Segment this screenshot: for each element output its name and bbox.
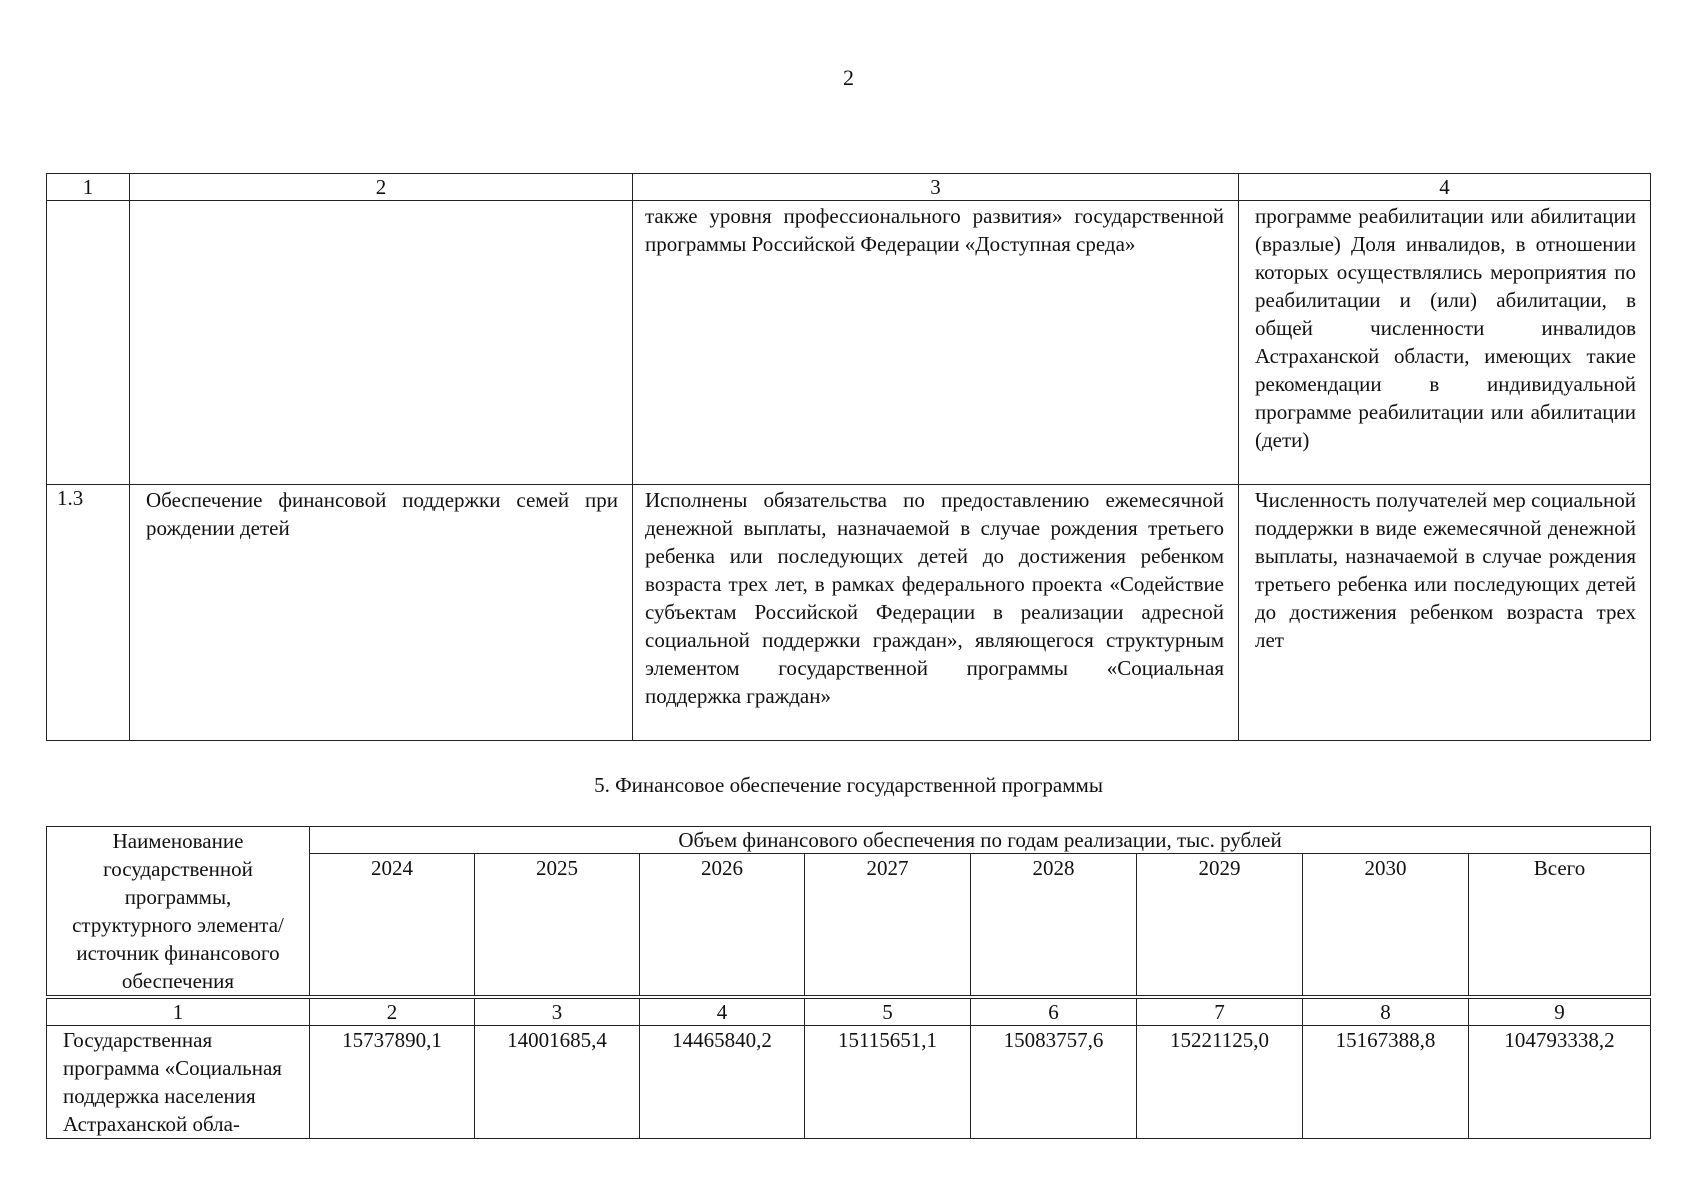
row-number-cell: 1.3	[47, 485, 130, 741]
indicator-cell: Численность получателей мер социальной поддержки в виде ежемесячной денежной выплаты, назначаемой в случае рождения третьего ребенка или последующих детей до достижения ребенком возраста трех лет	[1239, 485, 1651, 741]
year-header: 2025	[475, 854, 640, 997]
header-row	[47, 827, 1651, 854]
section-title: 5. Финансовое обеспечение государственной программы	[594, 773, 1103, 797]
column-number: 3	[633, 174, 1239, 201]
column-number: 5	[805, 997, 971, 1026]
total-header: Всего	[1469, 854, 1651, 997]
amount-cell: 15167388,8	[1303, 1026, 1469, 1139]
amount-cell: 15083757,6	[971, 1026, 1137, 1139]
financing-table	[46, 826, 1651, 1139]
year-header: 2030	[1303, 854, 1469, 997]
program-name-cell: Государственная программа «Социальная поддержка населения Астраханской обла-	[47, 1026, 310, 1139]
year-header: 2024	[310, 854, 475, 997]
column-number: 1	[47, 997, 310, 1026]
column-number: 4	[1239, 174, 1651, 201]
indicator-cell: программе реабилитации или абилитации (вразлые) Доля инвалидов, в отношении которых осуществлялись мероприятия по реабилитации и (или) абилитации, в общей численности инвалидов Астраханской области, имеющих такие рекомендации в индивидуальной программе реабилитации или абилитации (дети)	[1239, 201, 1651, 485]
table-row	[47, 485, 1651, 741]
table-row	[47, 201, 1651, 485]
total-amount-cell: 104793338,2	[1469, 1026, 1651, 1139]
column-number: 2	[310, 997, 475, 1026]
amount-cell: 14465840,2	[640, 1026, 805, 1139]
amount-cell: 15221125,0	[1137, 1026, 1303, 1139]
column-number: 8	[1303, 997, 1469, 1026]
task-cell	[130, 201, 633, 485]
measures-table	[46, 173, 1651, 741]
page-number: 2	[843, 65, 854, 90]
name-header: Наименование государственной программы, структурного элемента/источник финансового обеспечения	[47, 827, 310, 998]
funding-span-header: Объем финансового обеспечения по годам реализации, тыс. рублей	[310, 827, 1651, 854]
amount-cell: 15115651,1	[805, 1026, 971, 1139]
column-number: 4	[640, 997, 805, 1026]
column-number-row	[47, 997, 1651, 1026]
amount-cell: 15737890,1	[310, 1026, 475, 1139]
column-number: 1	[47, 174, 130, 201]
column-number-row	[47, 174, 1651, 201]
description-cell: Исполнены обязательства по предоставлению ежемесячной денежной выплаты, назначаемой в случае рождения третьего ребенка или последующих детей до достижения ребенком возраста трех лет, в рамках федерального проекта «Содействие субъектам Российской Федерации в реализации адресной социальной поддержки граждан», являющегося структурным элементом государственной программы «Социальная поддержка граждан»	[633, 485, 1239, 741]
description-cell: также уровня профессионального развития» государственной программы Российской Федерации «Доступная среда»	[633, 201, 1239, 485]
column-number: 9	[1469, 997, 1651, 1026]
task-cell: Обеспечение финансовой поддержки семей при рождении детей	[130, 485, 633, 741]
year-header: 2026	[640, 854, 805, 997]
amount-cell: 14001685,4	[475, 1026, 640, 1139]
row-number-cell	[47, 201, 130, 485]
column-number: 7	[1137, 997, 1303, 1026]
column-number: 2	[130, 174, 633, 201]
year-header: 2028	[971, 854, 1137, 997]
year-header: 2029	[1137, 854, 1303, 997]
column-number: 3	[475, 997, 640, 1026]
year-header: 2027	[805, 854, 971, 997]
column-number: 6	[971, 997, 1137, 1026]
table-row	[47, 1026, 1651, 1139]
